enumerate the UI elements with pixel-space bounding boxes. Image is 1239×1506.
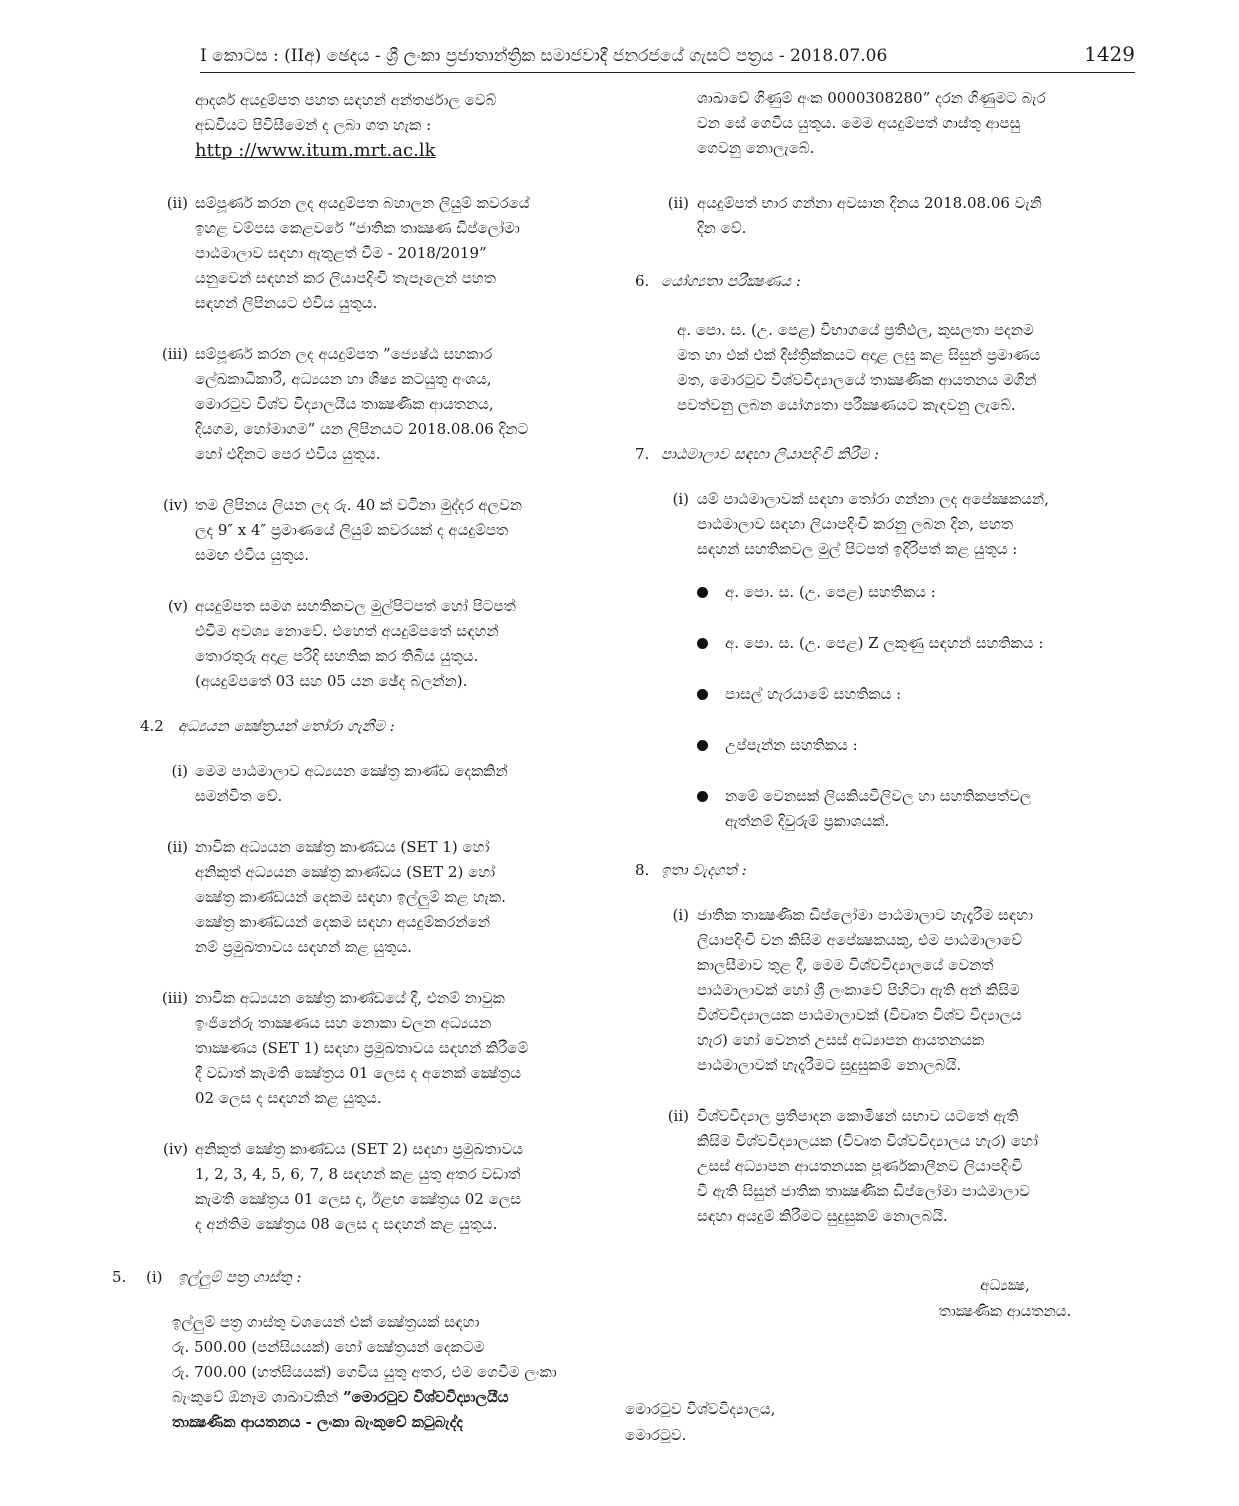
bullet-item — [697, 733, 1135, 758]
bullet-text: අ. පො. ස. (උ. පෙළ) Z ලකුණු සඳහන් සහතිකය : — [725, 634, 1044, 652]
address-block: මොරටුව විශ්වවිද්‍යාලය, මොරටුව. — [625, 1400, 776, 1444]
bullet-icon — [697, 638, 708, 649]
list-item — [625, 903, 1135, 1078]
page-number: 1429 — [1084, 42, 1135, 66]
section-title: අධ්‍යයන ක්‍ෂේත්‍රයන් තෝරා ගැනීම : — [178, 717, 395, 735]
section-title: ඉතා වැදගත් : — [661, 861, 747, 879]
item-text: තම ලිපිනය ලියන ලද රු. 40 ක් වටිනා මුද්දර අලවන ලද 9″ x 4″ ප්‍රමාණයේ ලියුම් කවරයක් ද අයදුම්පත සමඟ එවිය යුතුය. — [195, 496, 523, 564]
list-item — [110, 835, 605, 960]
list-item — [110, 594, 605, 694]
item-text: අයදුම්පත් භාර ගන්නා අවසාන දිනය 2018.08.06 වැනි දින වේ. — [697, 194, 1042, 237]
list-item — [625, 487, 1135, 562]
item-number: (iii) — [161, 989, 188, 1007]
intro-paragraph — [195, 88, 605, 163]
item-number: (ii) — [166, 194, 188, 212]
list-item — [110, 986, 605, 1111]
item-number: (ii) — [166, 838, 188, 856]
list-item — [110, 759, 605, 809]
item-number: (i) — [171, 762, 188, 780]
section-title: ඉල්ලුම් පත්‍ර ගාස්තු : — [178, 1268, 302, 1286]
certificate-bullet-list — [625, 580, 1135, 834]
list-item — [625, 1104, 1135, 1229]
field-selection-items — [110, 759, 605, 1237]
section-6-paragraph — [625, 318, 1135, 418]
bullet-item — [697, 784, 1135, 834]
section-title: යෝග්‍යතා පරීක්‍ෂණය : — [661, 272, 801, 290]
application-items — [110, 191, 605, 694]
right-column — [625, 88, 1135, 1229]
list-item — [110, 1137, 605, 1237]
list-item — [110, 342, 605, 467]
section-5-heading — [110, 1265, 605, 1290]
item-text: විශ්වවිද්‍යාල ප්‍රතිපාදන කොමිෂන් සභාව යටතේ ඇති කිසිම විශ්වවිද්‍යාලයක (විවෘත විශ්වවිද්‍යාලය හැර) හෝ උසස් අධ්‍යාපන ආයතනයක පූර්ණකාලීනව ලියාපදිංචි වී ඇති සිසුන් ජාතික තාක්‍ෂණික ඩිප්ලෝමා පාඨමාලාව සඳහා අයදුම් කිරීමට සුදුසුකම් නොලබයි. — [697, 1107, 1038, 1225]
header-title: I කොටස : (IIඅ) ඡෙදය - ශ්‍රී ලංකා ප්‍රජාතාන්ත්‍රික සමාජවාදී ජනරජයේ ගැසට් පත්‍රය - 2018.07.06 — [200, 46, 888, 66]
bullet-item — [697, 631, 1135, 656]
left-column — [110, 88, 605, 1435]
signature-block: අධ්‍යක්‍ෂ, තාක්‍ෂණික ආයතනය. — [938, 1276, 1072, 1320]
list-item — [110, 493, 605, 568]
item-text: මෙම පාඨමාලාව අධ්‍යයන ක්‍ෂේත්‍ර කාණ්ඩ දෙකකින් සමන්විත වේ. — [195, 762, 508, 805]
list-item — [625, 191, 1135, 241]
bullet-item — [697, 580, 1135, 605]
fees-paragraph — [110, 1310, 605, 1435]
page-header — [200, 40, 1135, 72]
bullet-icon — [697, 689, 708, 700]
list-item — [110, 191, 605, 316]
header-rule — [200, 72, 1135, 73]
section-8-heading — [625, 858, 1135, 883]
section-number: 8. — [635, 861, 650, 879]
item-number: (v) — [167, 597, 188, 615]
subsection-number: (i) — [146, 1268, 163, 1286]
section-number: 5. — [112, 1268, 127, 1286]
section-4-2-heading — [110, 714, 605, 739]
section-number: 4.2 — [140, 717, 164, 735]
item-number: (i) — [672, 906, 689, 924]
bullet-item — [697, 682, 1135, 707]
intro-text: ආදර්ශ අයදුම්පත පහත සඳහන් අන්තර්ජාල වෙබ් අඩවියට පිවිසීමෙන් ද ලබා ගත හැක : — [195, 91, 497, 134]
bullet-icon — [697, 791, 708, 802]
item-text: සම්පූර්ණ කරන ලද අයදුම්පත ”ජ්‍යෙෂ්ඨ සහකාර ලේඛකාධිකාරී, අධ්‍යයන හා ශිෂ්‍ය කටයුතු අංශය, මොරටුව විශ්ව විද්‍යාලයීය තාක්‍ෂණික ආයතනය, දියගම, හෝමාගම” යන ලිපිනයට 2018.08.06 දිනට හෝ එදිනට පෙර එවිය යුතුය. — [195, 345, 529, 463]
bullet-icon — [697, 587, 708, 598]
section-number: 6. — [635, 272, 650, 290]
item-text: යම් පාඨමාලාවක් සඳහා තෝරා ගන්නා ලද අපේක්‍ෂකයන්, පාඨමාලාව සඳහා ලියාපදිංචි කරනු ලබන දින, පහත සඳහන් සහතිකවල මුල් පිටපත් ඉදිරිපත් කළ යුතුය : — [697, 490, 1049, 558]
bullet-text: නමේ වෙනසක් ලියකියවිලිවල හා සහතිකපත්වල ඇත්නම් දිවුරුම් ප්‍රකාශයක්. — [725, 787, 1032, 830]
item-number: (ii) — [667, 1107, 689, 1125]
section-title: පාඨමාලාව සඳහා ලියාපදිංචි කිරීම : — [661, 445, 880, 463]
item-number: (ii) — [667, 194, 689, 212]
fees-bold-text: ”මොරටුව විශ්වවිද්‍යාලයීය තාක්‍ෂණික ආයතනය - ලංකා බැංකුවේ කටුබැද්ද — [172, 1388, 509, 1431]
item-text: නාවික අධ්‍යයන ක්‍ෂේත්‍ර කාණ්ඩයේ දී, එනම් නාවුක ඉංජිනේරු තාක්‍ෂණය සහ නොකා චලන අධ්‍යයන තාක්‍ෂණය (SET 1) සඳහා ප්‍රමුඛතාවය සඳහන් කිරීමේ දී වඩාත් කැමති ක්‍ෂේත්‍රය 01 ලෙස ද අනෙක් ක්‍ෂේත්‍රය 02 ලෙස ද සඳහන් කළ යුතුය. — [195, 989, 529, 1107]
fees-text: ඉල්ලුම් පත්‍ර ගාස්තු වශයෙන් එක් ක්‍ෂේත්‍රයක් සඳහා රු. 500.00 (පන්සියයක්) හෝ ක්‍ෂේත්‍රයන් දෙකටම රු. 700.00 (හත්සියයක්) ගෙවිය යුතු අතර, එම ගෙවීම ලංකා බැංකුවේ ඕනෑම ශාඛාවකින් — [172, 1313, 557, 1406]
item-number: (i) — [672, 490, 689, 508]
item-text: අනිකුත් ක්‍ෂේත්‍ර කාණ්ඩය (SET 2) සඳහා ප්‍රමුඛතාවය 1, 2, 3, 4, 5, 6, 7, 8 සඳහන් කළ යුතු අතර වඩාත් කැමති ක්‍ෂේත්‍රය 01 ලෙස ද, ඊළඟ ක්‍ෂේත්‍රය 02 ලෙස ද අන්තිම ක්‍ෂේත්‍රය 08 ලෙස ද සඳහන් කළ යුතුය. — [195, 1140, 523, 1233]
item-number: (iv) — [163, 496, 188, 514]
item-text: අයදුම්පත සමග සහතිකවල මුල්පිටපත් හෝ පිටපත් එවීම අවශ්‍ය නොවේ. එහෙත් අයදුම්පතේ සඳහන් තොරතුරු අදාළ පරිදි සහතික කර තිබිය යුතුය. (අයදුම්පතේ 03 සහ 05 යන ඡේද බලන්න). — [195, 597, 516, 690]
item-number: (iii) — [161, 345, 188, 363]
bullet-text: පාසල් හැරයාමේ සහතිකය : — [725, 685, 902, 703]
website-link[interactable]: http ://www.itum.mrt.ac.lk — [195, 140, 436, 161]
section-number: 7. — [635, 445, 650, 463]
continued-text: ශාඛාවේ ගිණුම් අංක 0000308280” දරන ගිණුමට බැර වන සේ ගෙවිය යුතුය. මෙම අයදුම්පත් ගාස්තු ආපසු ගෙවනු නොලැබේ. — [697, 89, 1046, 157]
bullet-text: අ. පො. ස. (උ. පෙළ) සහතිකය : — [725, 583, 936, 601]
section-7-heading — [625, 442, 1135, 467]
bullet-text: උප්පැන්න සහතිකය : — [725, 736, 858, 754]
item-text: සම්පූර්ණ කරන ලද අයදුම්පත බහාලන ලියුම් කවරයේ ඉහළ වම්පස කෙළවරේ “ජාතික තාක්‍ෂණ ඩිප්ලෝමා පාඨමාලාව සඳහා ඇතුළත් වීම - 2018/2019” යනුවෙන් සඳහන් කර ලියාපදිංචි තැපෑලෙන් පහත සඳහන් ලිපිනයට එවිය යුතුය. — [195, 194, 530, 312]
bullet-icon — [697, 740, 708, 751]
item-number: (iv) — [163, 1140, 188, 1158]
item-text: නාවික අධ්‍යයන ක්‍ෂේත්‍ර කාණ්ඩය (SET 1) හෝ අනිකුත් අධ්‍යයන ක්‍ෂේත්‍ර කාණ්ඩය (SET 2) හෝ ක්‍ෂේත්‍ර කාණ්ඩයන් දෙකම සඳහා ඉල්ලුම් කළ හැක. ක්‍ෂේත්‍ර කාණ්ඩයන් දෙකම සඳහා අයදුම්කරන්නේ නම් ප්‍රමුඛතාවය සඳහන් කළ යුතුය. — [195, 838, 506, 956]
item-text: ජාතික තාක්‍ෂණික ඩිප්ලෝමා පාඨමාලාව හැදෑරීම සඳහා ලියාපදිංචි වන කිසිම අපේක්‍ෂකයකු, එම පාඨමාලාවේ කාලසීමාව තුළ දී, මෙම විශ්වවිද්‍යාලයේ වෙනත් පාඨමාලාවක් හෝ ශ්‍රී ලංකාවේ පිහිටා ඇති අන් කිසිම විශ්වවිද්‍යාලයක පාඨමාලාවක් (විවෘත විශ්ව විද්‍යාලය හැර) හෝ වෙනත් උසස් අධ්‍යාපන ආයතනයක පාඨමාලාවක් හැදෑරීමට සුදුසුකම් නොලබයි. — [697, 906, 1034, 1074]
continued-paragraph — [625, 86, 1135, 161]
section-6-text: අ. පො. ස. (උ. පෙළ) විභාගයේ ප්‍රතිඵල, කුසලතා පදනම මත හා එක් එක් දිස්ත්‍රික්කයට අදාළ ලඝු කළ සිසුන් ප්‍රමාණය මත, මොරටුව විශ්වවිද්‍යාලයේ තාක්‍ෂණික ආයතනය මගින් පවත්වනු ලබන යෝග්‍යතා පරීක්‍ෂණයට කැඳවනු ලැබේ. — [677, 321, 1041, 414]
section-6-heading — [625, 269, 1135, 294]
